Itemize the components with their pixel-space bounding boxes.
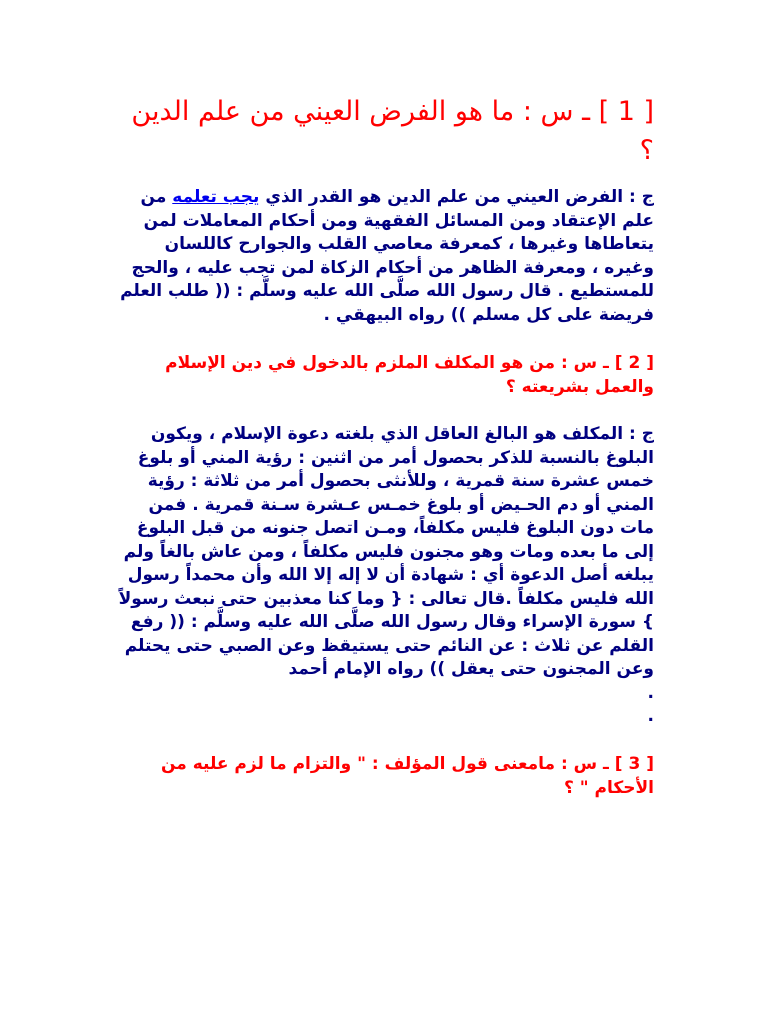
answer-2: ج : المكلف هو البالغ العاقل الذي بلغته دعوة الإسلام ، ويكون البلوغ بالنسبة للذكر بحصول أمر من اثنين : رؤية المني أو بلوغ خمس عشرة سنة قمرية ، وللأنثى بحصول أمر من ثلاثة : رؤية المني أو دم الحـيض أو بلوغ خمـس عـشرة سـنة قمرية . فمن مات دون البلوغ فليس مكلفاً، ومـن اتصل جنونه من قبل البلوغ إلى ما بعده ومات وهو مجنون فليس مكلفاً ، ومن عاش بالغاً ولم يبلغه أصل الدعوة أي : شهادة أن لا إله إلا الله وأن محمداً رسول الله فليس مكلفاً .قال تعالى : { وما كنا معذبين حتى نبعث رسولاً } سورة الإسراء وقال رسول الله صلَّى الله عليه وسلَّم : (( رفع القلم عن ثلاث : عن النائم حتى يستيقظ وعن الصبي حتى يحتلم وعن المجنون حتى يعقل )) رواه الإمام أحمد [118,424,654,679]
spacer [112,728,654,752]
document-page [112,92,654,800]
answer-1-rest: من علم الإعتقاد ومن المسائل الفقهية ومن أحكام المعاملات لمن يتعاطاها وغيرها ، كمعرفة معاصي القلب والجوارح كاللسان وغيره ، ومعرفة الظاهر من أحكام الزكاة لمن تجب عليه ، والحج للمستطيع . قال رسول الله صلَّى الله عليه وسلَّم : (( طلب العلم فريضة على كل مسلم )) رواه البيهقي . [120,187,654,325]
question-3: [ 3 ] ـ س : مامعنى قول المؤلف : " والتزام ما لزم عليه من الأحكام " ؟ [160,753,654,798]
separator-dot-2: . [647,705,654,726]
spacer [112,327,654,351]
answer-1 [112,186,654,327]
separator-dot-1: . [647,682,654,703]
must-learn-link[interactable]: يجب تعلمه [172,187,260,207]
question-1-title: [ 1 ] ـ س : ما هو الفرض العيني من علم الدين ؟ [131,96,654,166]
answer-1-prefix: ج : الفرض العيني من علم الدين هو القدر الذي [259,187,654,207]
spacer [112,399,654,423]
question-2: [ 2 ] ـ س : من هو المكلف الملزم بالدخول في دين الإسلام والعمل بشريعته ؟ [165,353,654,397]
